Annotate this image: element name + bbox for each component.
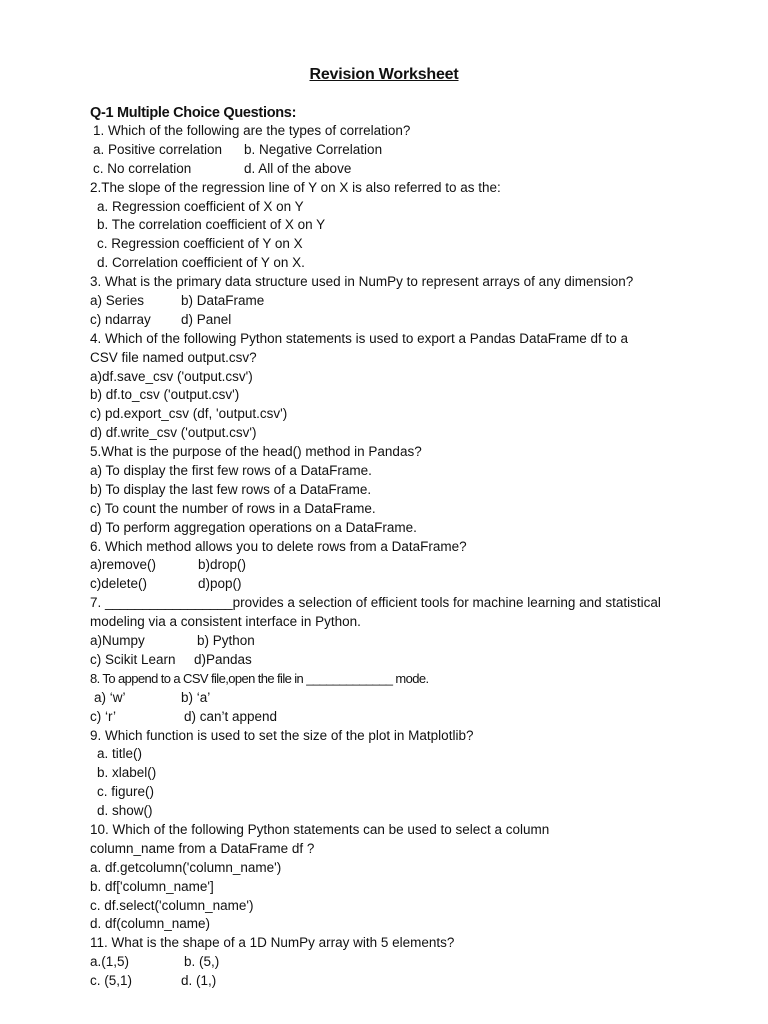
option-d: d. show() [97,803,153,819]
option-d: d)Pandas [194,651,252,667]
option-c: c. No correlation [93,160,192,176]
question-text: 11. What is the shape of a 1D NumPy array with 5 elements? [90,935,455,951]
options-row [0,216,768,235]
question-3 [0,273,768,292]
options-row [0,915,768,934]
options-row [0,859,768,878]
option-c: c) pd.export_csv (df, 'output.csv') [90,406,288,422]
options-row [0,462,768,481]
page-title: Revision Worksheet [309,66,459,83]
question-text: 4. Which of the following Python statements is used to export a Pandas DataFrame df to a [90,330,629,346]
option-a: a)df.save_csv ('output.csv') [90,368,253,384]
option-d: d) can’t append [184,708,278,724]
option-c: c) ndarray [90,311,151,327]
options-row [0,424,768,443]
question-text: 7. _________________provides a selection of efficient tools for machine learning and statistical [90,595,661,611]
options-row [0,689,768,708]
options-row [0,254,768,273]
option-d: d. Correlation coefficient of Y on X. [97,255,305,271]
options-row [0,311,768,330]
option-a: a.(1,5) [90,954,130,970]
question-1 [0,122,768,141]
question-9 [0,727,768,746]
option-a: a)Numpy [90,633,145,649]
option-c: c) To count the number of rows in a DataFrame. [90,500,376,516]
option-a: a) ‘w’ [94,689,126,705]
option-c: c) Scikit Learn [90,651,176,667]
question-text: 10. Which of the following Python statements can be used to select a column [90,821,550,837]
option-d: d. df(column_name) [90,916,211,932]
question-4-continued [0,349,768,368]
option-b: b)drop() [198,557,247,573]
option-a: a. title() [97,746,143,762]
option-d: d) To perform aggregation operations on a DataFrame. [90,519,417,535]
options-row [0,198,768,217]
option-b: b. Negative Correlation [244,141,383,157]
option-b: b) DataFrame [181,293,265,309]
option-b: b) To display the last few rows of a DataFrame. [90,481,372,497]
options-row [0,481,768,500]
options-row [0,519,768,538]
options-row [0,745,768,764]
option-c: c. (5,1) [90,973,133,989]
option-b: b) df.to_csv ('output.csv') [90,387,240,403]
section-heading: Q-1 Multiple Choice Questions: [90,105,297,121]
options-row [0,235,768,254]
question-text: modeling via a consistent interface in Python. [90,614,361,630]
options-row [0,802,768,821]
question-text: 2.The slope of the regression line of Y on X is also referred to as the: [90,179,501,195]
option-b: b. The correlation coefficient of X on Y [97,217,326,233]
option-d: d. (1,) [181,973,217,989]
question-2 [0,179,768,198]
question-text: 8. To append to a CSV file,open the file in _____________ mode. [90,670,429,686]
options-row [0,972,768,991]
options-row [0,783,768,802]
option-b: b. df['column_name'] [90,878,214,894]
options-row [0,386,768,405]
question-text: 9. Which function is used to set the size of the plot in Matplotlib? [90,727,474,743]
options-row [0,575,768,594]
question-7-continued [0,613,768,632]
question-text: 5.What is the purpose of the head() method in Pandas? [90,444,422,460]
options-row [0,292,768,311]
options-row [0,160,768,179]
option-c: c) ‘r’ [90,708,116,724]
question-10 [0,821,768,840]
options-row [0,953,768,972]
options-row [0,141,768,160]
option-c: c. figure() [97,784,155,800]
options-row [0,632,768,651]
question-7 [0,594,768,613]
option-b: b. xlabel() [97,765,157,781]
question-8 [0,670,768,689]
question-text: 3. What is the primary data structure used in NumPy to represent arrays of any dimension? [90,274,634,290]
option-a: a. df.getcolumn('column_name') [90,859,282,875]
option-c: c)delete() [90,576,148,592]
option-c: c. df.select('column_name') [90,897,254,913]
options-row [0,764,768,783]
options-row [0,368,768,387]
option-d: d. All of the above [244,160,352,176]
option-a: a. Positive correlation [93,141,223,157]
options-row [0,556,768,575]
question-text: column_name from a DataFrame df ? [90,840,315,856]
question-text: 1. Which of the following are the types of correlation? [93,123,411,138]
options-row [0,500,768,519]
question-4 [0,330,768,349]
option-a: a. Regression coefficient of X on Y [97,198,304,214]
options-row [0,708,768,727]
option-b: b) Python [197,633,255,649]
option-d: d)pop() [198,576,242,592]
options-row [0,897,768,916]
question-6 [0,538,768,557]
options-row [0,878,768,897]
question-text: CSV file named output.csv? [90,349,257,365]
options-row [0,405,768,424]
options-row [0,651,768,670]
option-c: c. Regression coefficient of Y on X [97,236,303,252]
question-10-continued [0,840,768,859]
question-5 [0,443,768,462]
questions [0,122,768,991]
option-d: d) df.write_csv ('output.csv') [90,425,257,441]
option-b: b. (5,) [184,954,220,970]
option-a: a) To display the first few rows of a DataFrame. [90,463,372,479]
option-a: a) Series [90,293,145,309]
option-a: a)remove() [90,557,157,573]
option-d: d) Panel [181,311,232,327]
question-text: 6. Which method allows you to delete rows from a DataFrame? [90,538,467,554]
question-11 [0,934,768,953]
option-b: b) ‘a’ [181,689,211,705]
